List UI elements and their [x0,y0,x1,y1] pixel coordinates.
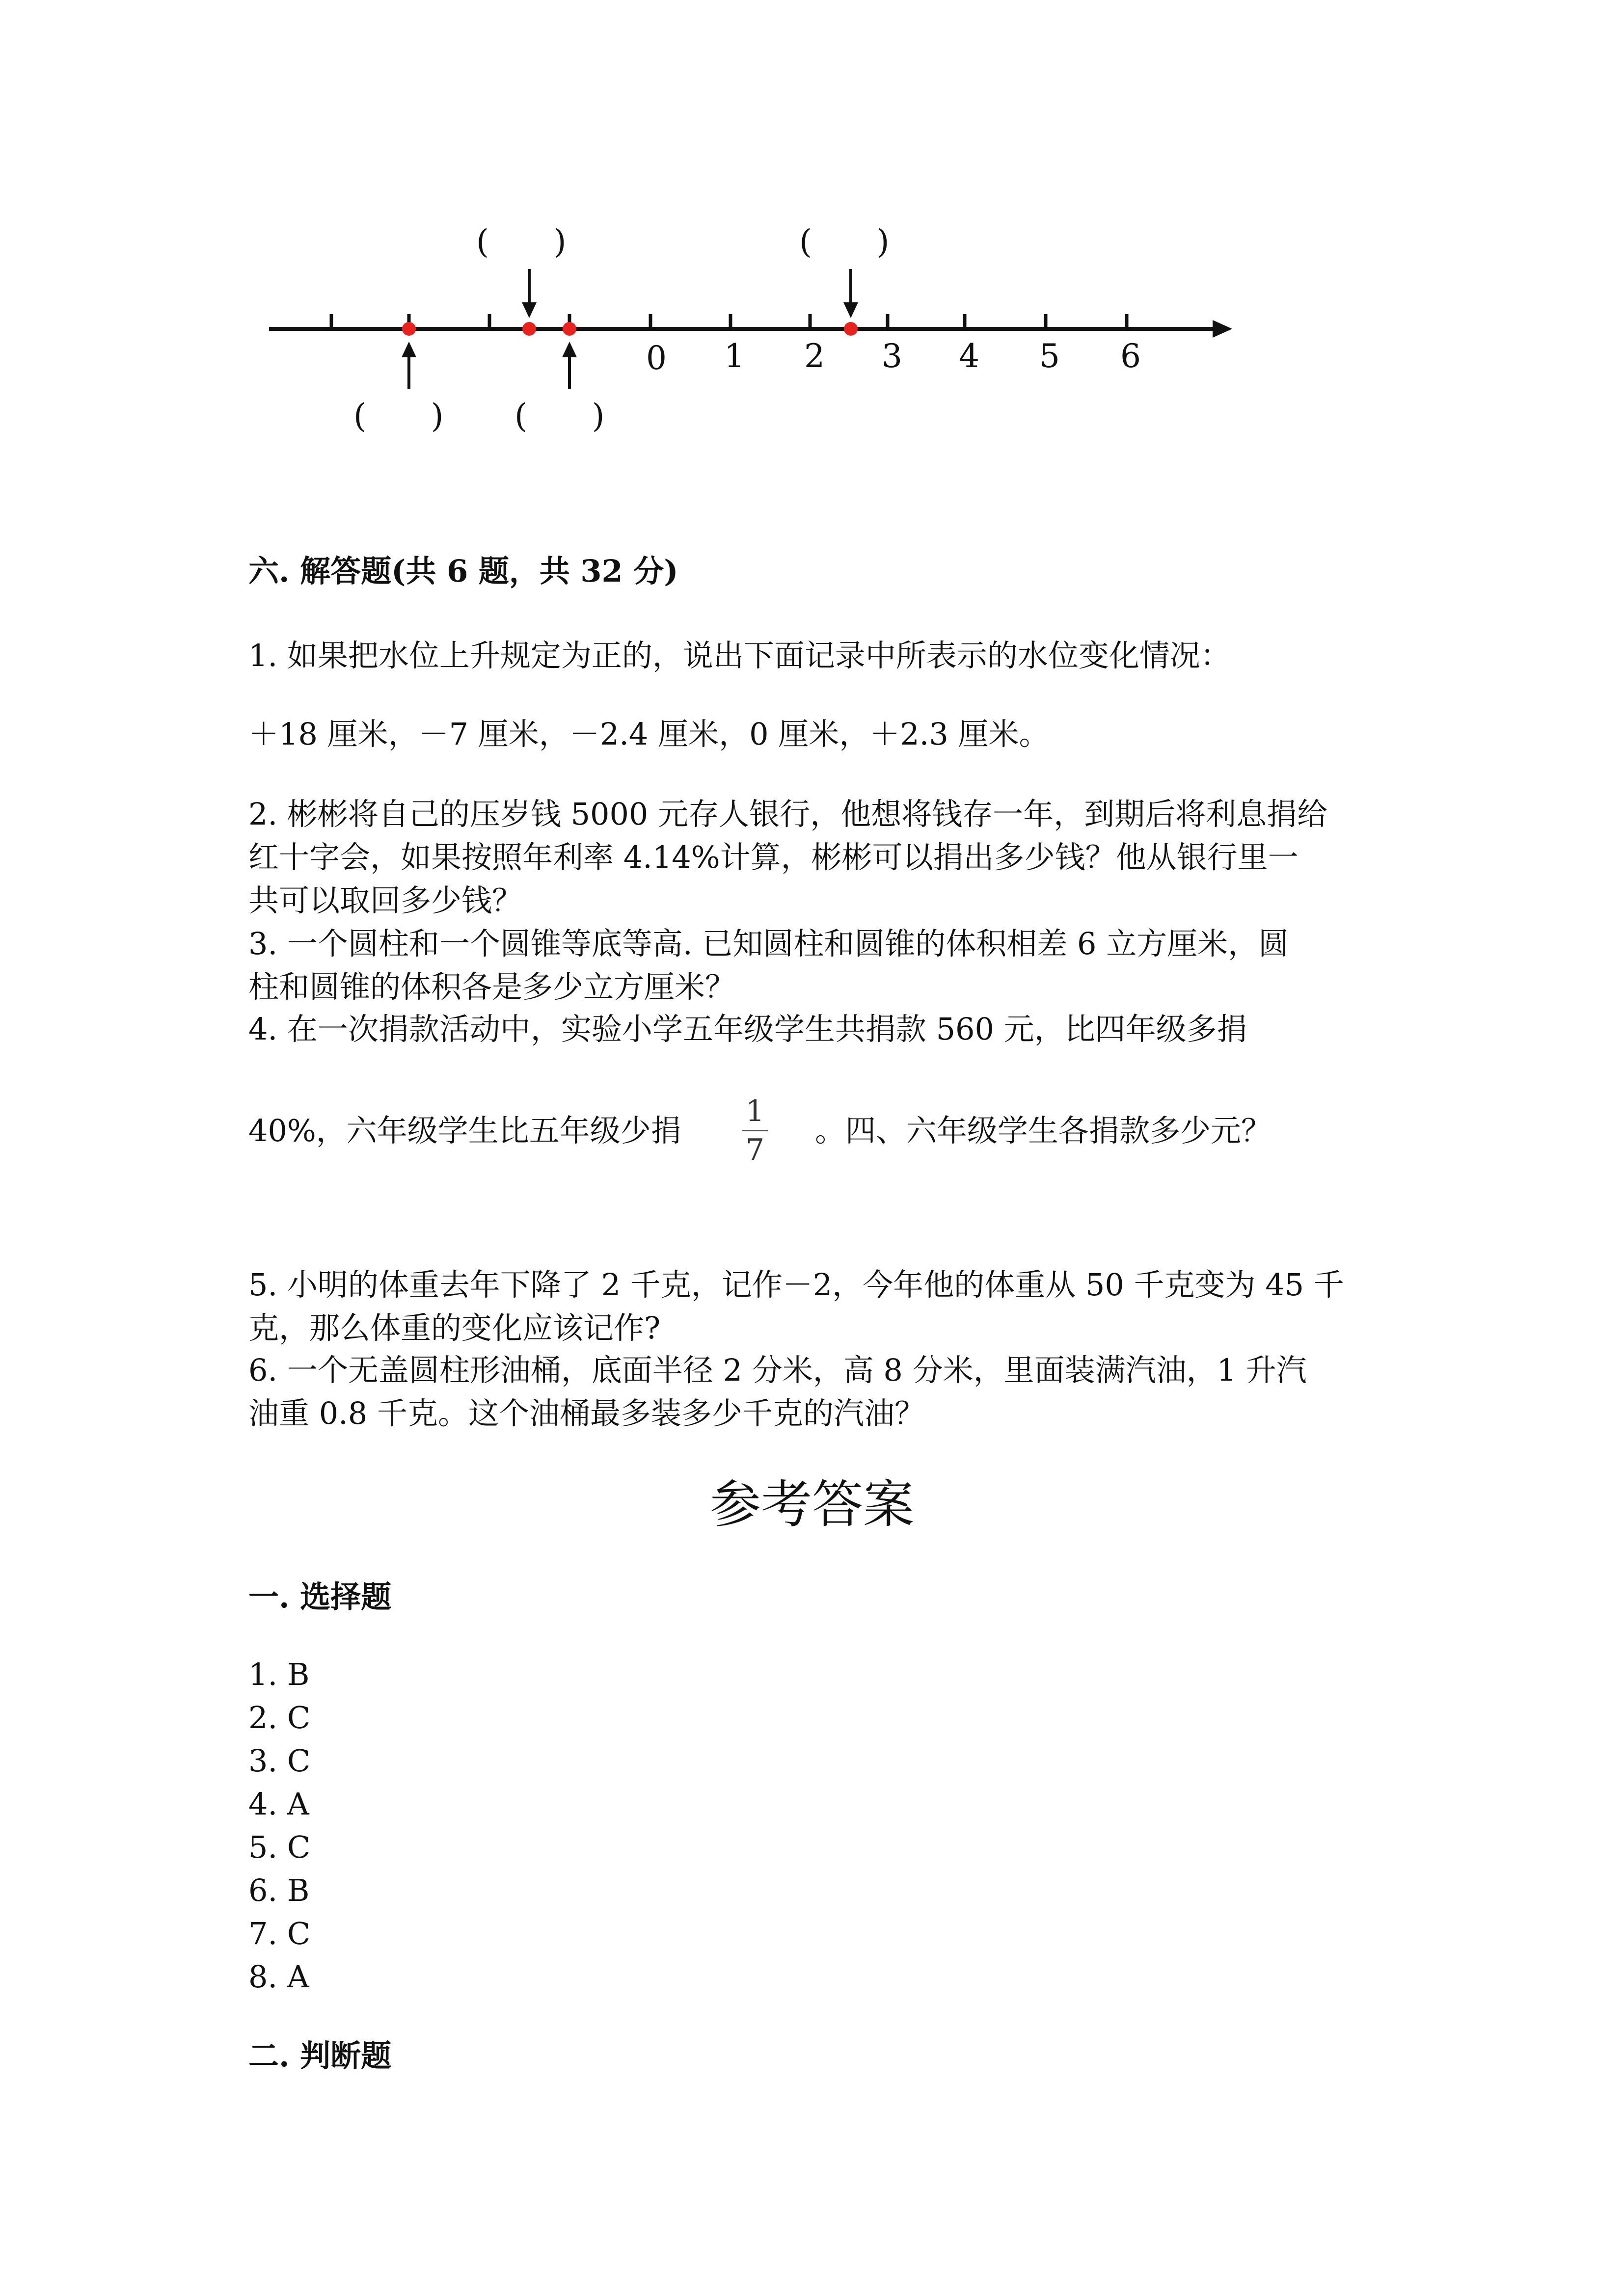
blank-paren-top-left: ( ) [476,223,567,261]
question-2 [248,793,1417,922]
fraction-one-seventh [740,1095,770,1166]
up-arrowhead-icon [562,342,577,357]
fraction-bar [742,1130,768,1131]
answer-item: 6. B [248,1872,310,1908]
number-line-svg [255,211,1286,466]
q4-line2-before: 40%，六年级学生比五年级少捐 [248,1113,681,1148]
q3-line1: 3. 一个圆柱和一个圆锥等底等高. 已知圆柱和圆锥的体积相差 6 立方厘米，圆 [248,926,1289,961]
question-4 [248,1008,1417,1051]
answer-item: 4. A [248,1786,309,1822]
section6-title: 六. 解答题(共 6 题，共 32 分) [248,553,678,589]
blank-paren-bottom-left: ( ) [353,397,444,435]
choice-answers-list [248,1653,310,1999]
question-3 [248,922,1417,1009]
tick-label-3: 3 [882,337,902,375]
red-point [844,322,858,336]
question-1 [248,634,1417,677]
tick-label-6: 6 [1120,337,1141,375]
q1-line2: ＋18 厘米，－7 厘米，－2.4 厘米，0 厘米，＋2.3 厘米。 [248,716,1050,752]
down-arrowhead-icon [843,302,858,318]
answer-item: 5. C [248,1829,311,1865]
tick-label-5: 5 [1039,337,1060,375]
red-point [402,322,416,336]
question-4-line2-before [248,1109,739,1152]
q6-line1: 6. 一个无盖圆柱形油桶，底面半径 2 分米，高 8 分米，里面装满汽油，1 升汽 [248,1352,1307,1388]
axis-arrowhead-icon [1213,320,1232,338]
tick-label-0: 0 [646,339,667,377]
q1-line1: 1. 如果把水位上升规定为正的，说出下面记录中所表示的水位变化情况： [248,638,1231,673]
tick-label-4: 4 [959,337,979,375]
blank-paren-bottom-right: ( ) [514,397,605,435]
q4-line2-after: 。四、六年级学生各捐款多少元？ [815,1113,1272,1148]
answer-item: 3. C [248,1743,311,1779]
q3-line2: 柱和圆锥的体积各是多少立方厘米？ [248,969,736,1005]
question-1-values [248,713,1417,756]
number-line-figure [255,211,1286,466]
q6-line2: 油重 0.8 千克。这个油桶最多装多少千克的汽油？ [248,1395,925,1431]
blank-paren-top-right: ( ) [799,223,890,261]
down-arrowhead-icon [522,302,537,318]
answers-section1-title: 一. 选择题 [248,1579,392,1615]
q2-line1: 2. 彬彬将自己的压岁钱 5000 元存人银行，他想将钱存一年，到期后将利息捐给 [248,796,1328,832]
tick-label-2: 2 [804,337,825,375]
q5-line1: 5. 小明的体重去年下降了 2 千克，记作－2，今年他的体重从 50 千克变为 45 千 [248,1267,1344,1303]
answers-title: 参考答案 [709,1474,914,1534]
answer-item: 8. A [248,1959,309,1995]
fraction-numerator: 1 [745,1094,765,1128]
answers-section2-title: 二. 判断题 [248,2038,392,2074]
answer-item: 1. B [248,1656,310,1692]
q5-line2: 克，那么体重的变化应该记作? [248,1310,661,1346]
up-arrowhead-icon [402,342,416,357]
answer-item: 2. C [248,1700,311,1735]
answer-item: 7. C [248,1916,311,1951]
question-4-line2-after [815,1109,1355,1152]
q2-line3: 共可以取回多少钱？ [248,882,523,918]
red-point [522,322,536,336]
q4-line1: 4. 在一次捐款活动中，实验小学五年级学生共捐款 560 元，比四年级多捐 [248,1011,1247,1047]
red-point [563,322,576,336]
fraction-denominator: 7 [745,1133,765,1167]
q2-line2: 红十字会，如果按照年利率 4.14%计算，彬彬可以捐出多少钱？他从银行里一 [248,839,1299,875]
question-5 [248,1263,1417,1350]
tick-label-1: 1 [724,337,745,375]
question-6 [248,1349,1417,1435]
